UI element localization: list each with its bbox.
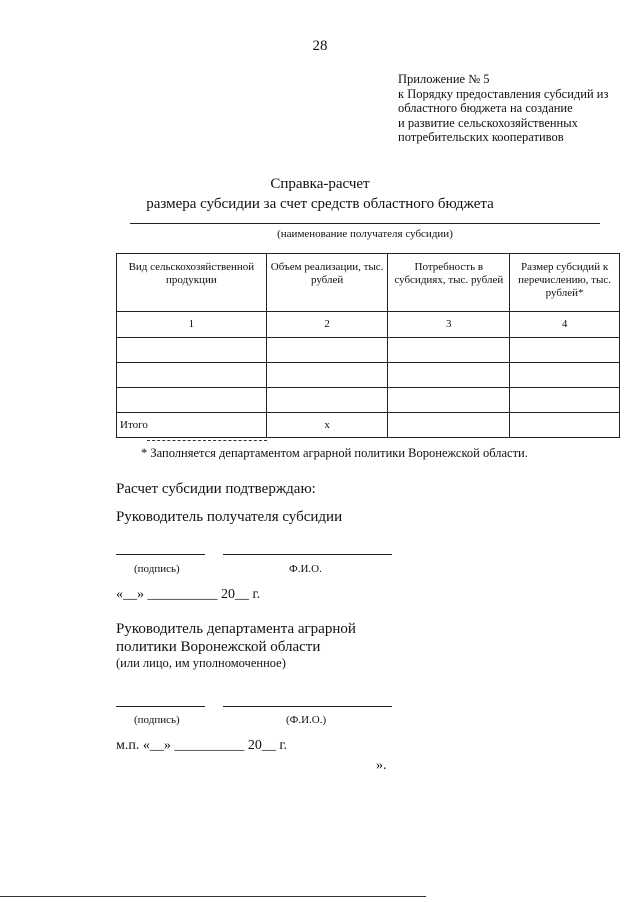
recipient-head-label: Руководитель получателя субсидии: [116, 509, 343, 525]
appendix-line: и развитие сельскохозяйственных: [398, 115, 578, 130]
table-header-cell: Размер субсидий к перечислению, тыс. рублей*: [510, 254, 620, 312]
recipient-name-caption: (наименование получателя субсидии): [277, 228, 453, 240]
table-cell: [388, 388, 510, 413]
table-cell: [510, 363, 620, 388]
appendix-note: [398, 72, 608, 145]
appendix-line: потребительских кооперативов: [398, 130, 564, 144]
authorized-person-note: (или лицо, им уполномоченное): [116, 656, 286, 670]
total-cell: x: [266, 413, 388, 438]
table-number-row: [117, 312, 620, 338]
table-cell: [388, 338, 510, 363]
closing-quote: ».: [376, 758, 387, 773]
recipient-name-line: [130, 223, 600, 224]
document-subtitle: размера субсидии за счет средств областного бюджета: [146, 196, 494, 212]
total-cell: [510, 413, 620, 438]
name-line: [223, 706, 392, 707]
column-number: 3: [388, 312, 510, 338]
table-cell: [117, 338, 267, 363]
table-cell: [266, 338, 388, 363]
signature-line: [116, 706, 205, 707]
page-number: 28: [312, 38, 328, 54]
table-row: [117, 363, 620, 388]
total-label: Итого: [117, 413, 267, 438]
name-caption: Ф.И.О.: [289, 563, 322, 575]
stamp-date-line: м.п. «__» __________ 20__ г.: [116, 738, 288, 753]
appendix-line: Приложение № 5: [398, 72, 490, 86]
department-head-label: политики Воронежской области: [116, 639, 321, 655]
appendix-line: к Порядку предоставления субсидий из: [398, 86, 609, 101]
confirm-text: Расчет субсидии подтверждаю:: [116, 481, 316, 497]
department-head-block: [116, 620, 356, 671]
column-number: 1: [117, 312, 267, 338]
table-cell: [117, 363, 267, 388]
date-line: «__» __________ 20__ г.: [116, 587, 261, 602]
name-line: [223, 554, 392, 555]
table-total-row: [117, 413, 620, 438]
column-number: 4: [510, 312, 620, 338]
table-cell: [510, 338, 620, 363]
document-title: Справка-расчет: [270, 176, 370, 192]
footnote: * Заполняется департаментом аграрной политики Воронежской области.: [141, 446, 528, 460]
table-cell: [388, 363, 510, 388]
signature-caption: (подпись): [134, 563, 180, 575]
bottom-rule: [0, 896, 426, 897]
column-number: 2: [266, 312, 388, 338]
table-header-cell: Вид сельскохозяйственной продукции: [117, 254, 267, 312]
department-head-label: Руководитель департамента аграрной: [116, 621, 356, 637]
table-row: [117, 388, 620, 413]
table-cell: [266, 388, 388, 413]
table-cell: [117, 388, 267, 413]
table-cell: [266, 363, 388, 388]
table-header-cell: Объем реализации, тыс. рублей: [266, 254, 388, 312]
subsidy-table: [116, 253, 620, 438]
table-row: [117, 338, 620, 363]
footnote-separator: [147, 440, 267, 441]
table-header-cell: Потребность в субсидиях, тыс. рублей: [388, 254, 510, 312]
name-caption: (Ф.И.О.): [286, 714, 327, 726]
appendix-line: областного бюджета на создание: [398, 101, 573, 115]
total-cell: [388, 413, 510, 438]
signature-line: [116, 554, 205, 555]
table-header-row: [117, 254, 620, 312]
signature-caption: (подпись): [134, 714, 180, 726]
table-cell: [510, 388, 620, 413]
